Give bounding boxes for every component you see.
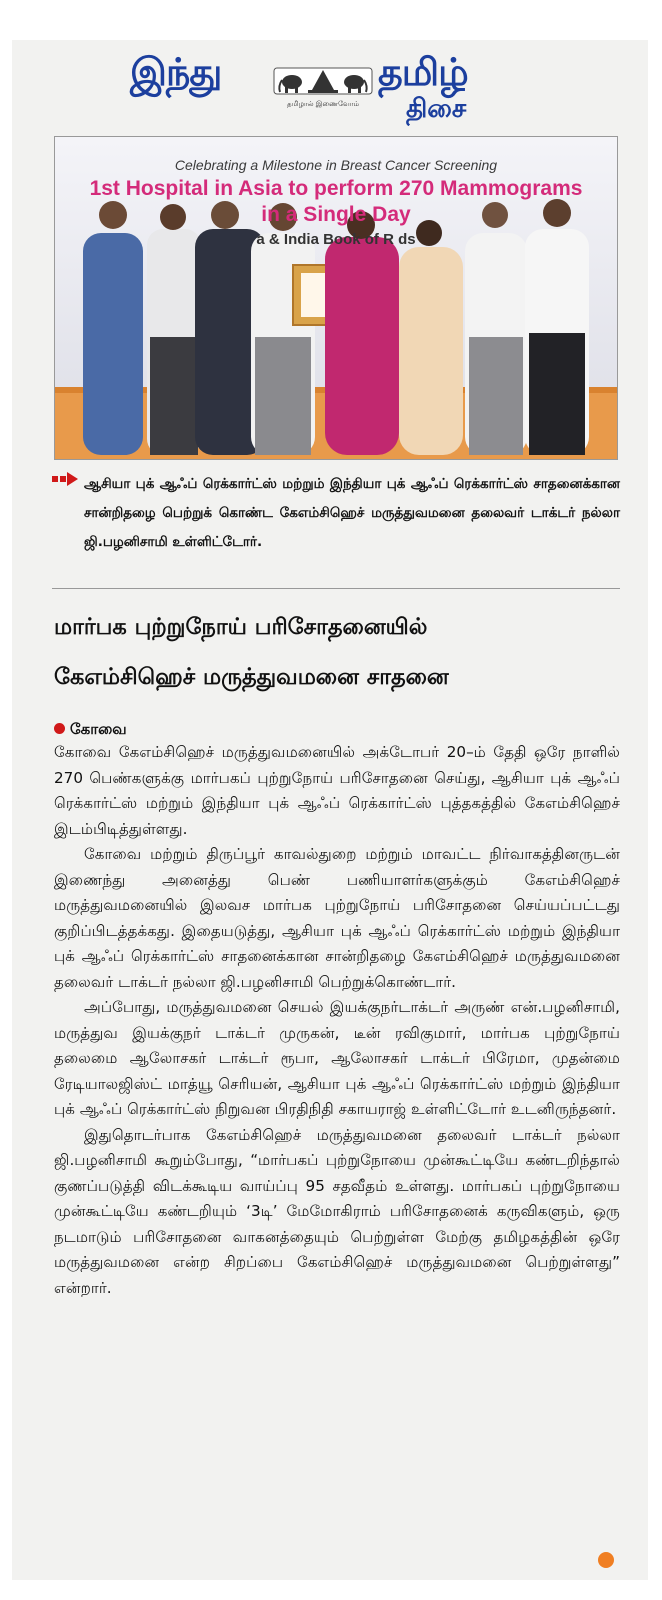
caption-text: ஆசியா புக் ஆஃப் ரெக்கார்ட்ஸ் மற்றும் இந்தியா புக் ஆஃப் ரெக்கார்ட்ஸ் சாதனைக்கான சான்றிதழை பெற்றுக் கொண்ட கேஎம்சிஹெச் மருத்துவமனை தலைவர் டாக்டர் நல்லா ஜி.பழனிசாமி உள்ளிட்டோர். — [84, 476, 620, 550]
masthead — [120, 44, 540, 130]
headline-line-1: மார்பக புற்றுநோய் பரிசோதனையில் — [54, 614, 428, 640]
red-arrow-icon — [52, 472, 78, 486]
end-of-article-dot-icon — [598, 1552, 614, 1568]
paragraph-2: கோவை மற்றும் திருப்பூர் காவல்துறை மற்றும் மாவட்ட நிர்வாகத்தினருடன் இணைந்து அனைத்து பெண் பணியாளர்களுக்கும் கேஎம்சிஹெச் மருத்துவமனையில் இலவச மார்பக புற்றுநோய் பரிசோதனை செய்யப்பட்டது குறிப்பிடத்தக்கது. இதையடுத்து, ஆசியா புக் ஆஃப் ரெக்கார்ட்ஸ் மற்றும் இந்தியா புக் ஆஃப் ரெக்கார்ட்ஸ் சாதனைக்கான சான்றிதழை கேஎம்சிஹெச் மருத்துவமனை தலைவர் டாக்டர் நல்லா ஜி.பழனிசாமி பெற்றுக்கொண்டார். — [54, 845, 620, 991]
banner-line-2: 1st Hospital in Asia to perform 270 Mammograms — [89, 177, 583, 200]
article-headline — [54, 602, 620, 702]
banner-line-1: Celebrating a Milestone in Breast Cancer Screening — [174, 157, 498, 173]
masthead-title-left: இந்து — [130, 50, 222, 94]
banner-line-4: a & India Book of R ds — [256, 231, 416, 248]
dateline — [54, 720, 127, 740]
article-body — [54, 740, 620, 1301]
newspaper-clipping — [12, 40, 648, 1580]
dateline-text: கோவை — [70, 720, 127, 738]
masthead-emblem-caption: தமிழால் இணைவோம் — [286, 100, 360, 108]
caption-divider — [52, 588, 620, 589]
event-photo — [54, 136, 618, 460]
elephant-emblem-icon — [272, 60, 374, 100]
paragraph-3: அப்போது, மருத்துவமனை செயல் இயக்குநர்டாக்டர் அருண் என்.பழனிசாமி, மருத்துவ இயக்குநர் டாக்டர் முருகன், டீன் ரவிகுமார், மார்பக புற்றுநோய் தலைமை ஆலோசகர் டாக்டர் ரூபா, ஆலோசகர் டாக்டர் பிரேமா, முதன்மை ரேடியாலஜிஸ்ட் மாத்யூ செரியன், ஆசியா புக் ஆஃப் ரெக்கார்ட்ஸ் மற்றும் இந்தியா புக் ஆஃப் ரெக்கார்ட்ஸ் நிறுவன பிரதிநிதி சகாயராஜ் உள்ளிட்டோர் உடனிருந்தனர். — [54, 998, 620, 1118]
paragraph-4: இதுதொடர்பாக கேஎம்சிஹெச் மருத்துவமனை தலைவர் டாக்டர் நல்லா ஜி.பழனிசாமி கூறும்போது, “மார்பகப் புற்றுநோயை முன்கூட்டியே கண்டறிந்தால் குணப்படுத்தி விடக்கூடிய வாய்ப்பு 95 சதவீதம் உள்ளது. மார்பகப் புற்றுநோயை முன்கூட்டியே கண்டறியும் ‘3டி’ மேமோகிராம் பரிசோதனைக் கருவிகளும், ஒரு நடமாடும் பரிசோதனை வாகனத்தையும் பெற்றுள்ள மேற்கு தமிழகத்தின் ஒரே மருத்துவமனை என்ற சிறப்பை கேஎம்சிஹெச் மருத்துவமனை பெற்றுள்ளது” என்றார். — [54, 1125, 620, 1297]
dateline-dot-icon — [54, 723, 65, 734]
headline-line-2: கேஎம்சிஹெச் மருத்துவமனை சாதனை — [54, 664, 449, 690]
masthead-title-sub: திசை — [406, 94, 467, 124]
banner-line-3: in a Single Day — [261, 203, 411, 226]
masthead-title-right: தமிழ் — [378, 50, 468, 94]
paragraph-1: கோவை கேஎம்சிஹெச் மருத்துவமனையில் அக்டோபர் 20–ம் தேதி ஒரே நாளில் 270 பெண்களுக்கு மார்பகப் புற்றுநோய் பரிசோதனை செய்து, ஆசியா புக் ஆஃப் ரெக்கார்ட்ஸ் மற்றும் இந்தியா புக் ஆஃப் ரெக்கார்ட்ஸ் புத்தகத்தில் கேஎம்சிஹெச் இடம்பிடித்துள்ளது. — [54, 743, 620, 838]
